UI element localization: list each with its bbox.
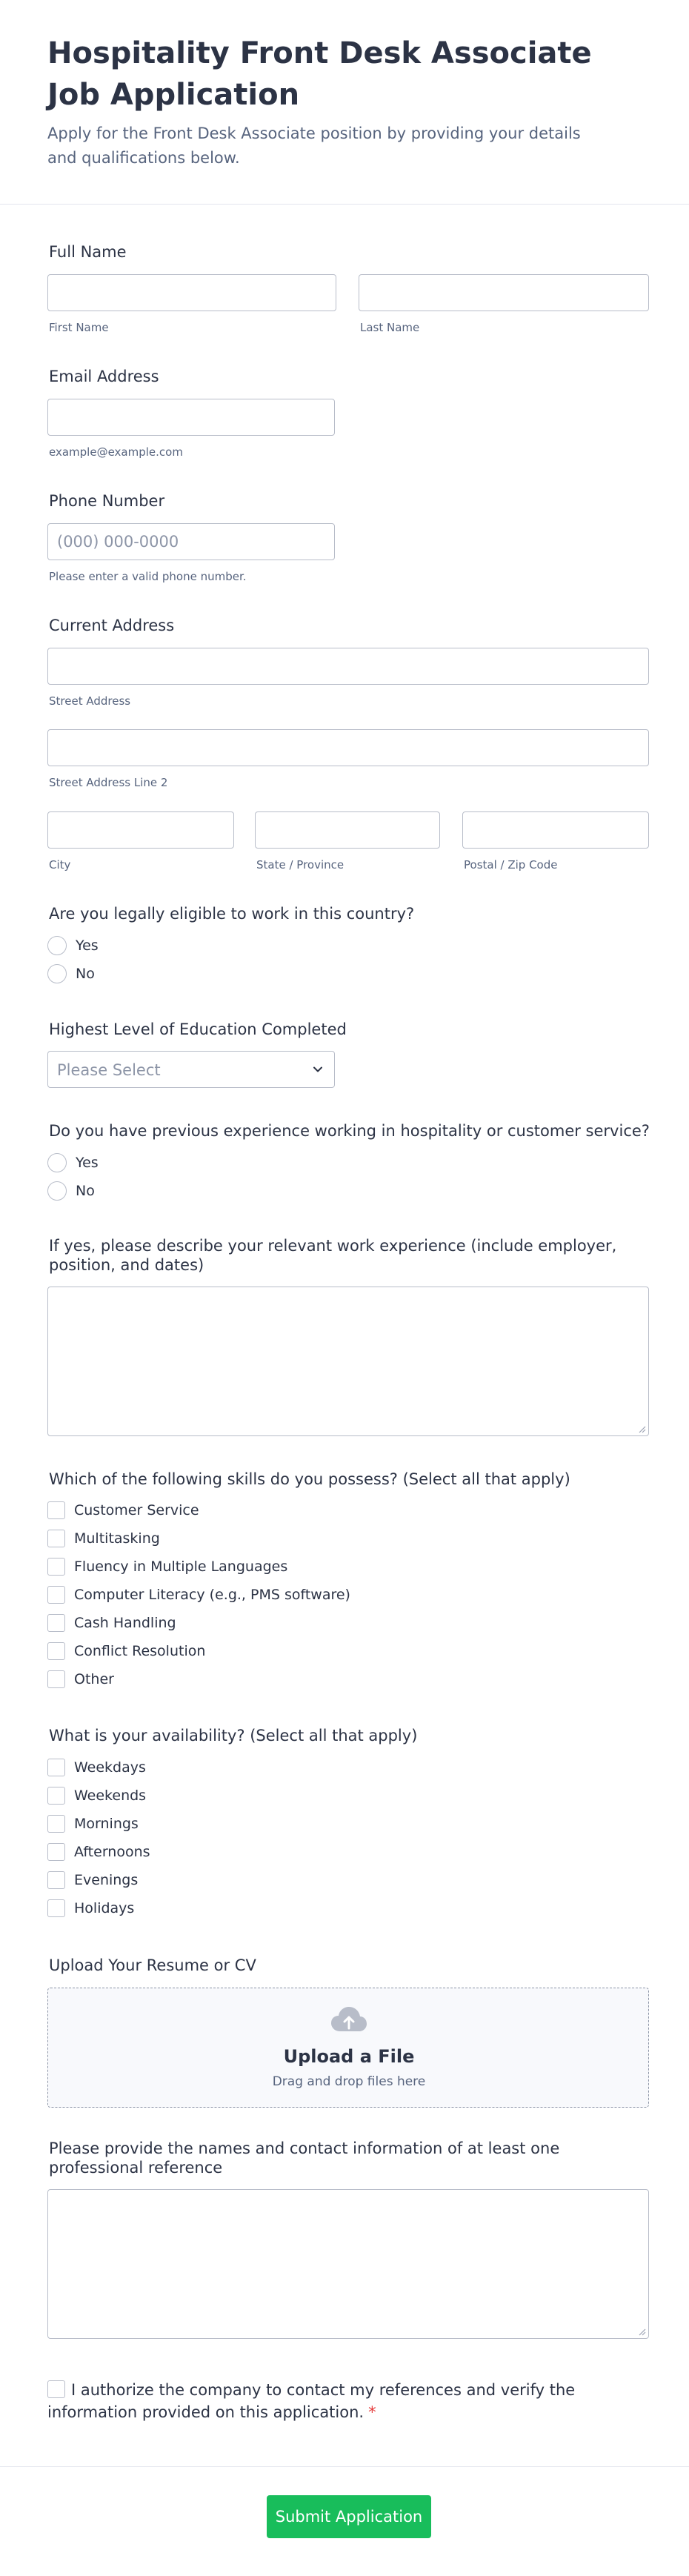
form-header — [0, 0, 689, 205]
zip-input[interactable] — [462, 811, 649, 849]
city-input[interactable] — [47, 811, 234, 849]
option-label: No — [76, 966, 95, 982]
skills-label: Which of the following skills do you possess? (Select all that apply) — [49, 1470, 570, 1488]
email-input[interactable] — [47, 399, 335, 436]
authorization-checkbox[interactable] — [47, 2380, 65, 2398]
page-subtitle: Apply for the Front Desk Associate position by providing your details and qualifications below. — [47, 125, 581, 167]
skill-option-computer-literacy[interactable] — [47, 1584, 350, 1605]
option-label: Other — [74, 1671, 114, 1687]
option-label: Yes — [76, 937, 99, 954]
authorization-text: I authorize the company to contact my references and verify the information provided on this application. — [47, 2381, 576, 2421]
form-footer — [0, 2466, 689, 2576]
option-label: Fluency in Multiple Languages — [74, 1558, 288, 1575]
zip-sublabel: Postal / Zip Code — [464, 858, 558, 872]
chevron-down-icon — [310, 1062, 325, 1077]
upload-subtitle: Drag and drop files here — [272, 2074, 426, 2089]
checkbox[interactable] — [47, 1642, 65, 1660]
availability-option-afternoons[interactable] — [47, 1842, 150, 1862]
first-name-sublabel: First Name — [49, 321, 109, 334]
required-marker: * — [368, 2403, 376, 2421]
file-upload-dropzone[interactable] — [47, 1988, 649, 2108]
address-label: Current Address — [49, 617, 175, 634]
upload-label: Upload Your Resume or CV — [49, 1956, 256, 1974]
state-sublabel: State / Province — [256, 858, 344, 872]
upload-title: Upload a File — [283, 2046, 415, 2067]
page-title: Hospitality Front Desk Associate Job Application — [47, 36, 592, 112]
street-address-2-sublabel: Street Address Line 2 — [49, 776, 168, 789]
experience-option-yes[interactable] — [47, 1152, 99, 1173]
email-sublabel: example@example.com — [49, 445, 183, 459]
experience-description-textarea[interactable] — [47, 1287, 649, 1436]
eligibility-option-yes[interactable] — [47, 935, 99, 956]
availability-option-weekends[interactable] — [47, 1785, 146, 1806]
skill-option-customer-service[interactable] — [47, 1500, 199, 1521]
option-label: Cash Handling — [74, 1615, 176, 1631]
option-label: Weekdays — [74, 1759, 146, 1776]
checkbox[interactable] — [47, 1899, 65, 1917]
city-sublabel: City — [49, 858, 71, 872]
last-name-sublabel: Last Name — [360, 321, 420, 334]
checkbox[interactable] — [47, 1843, 65, 1861]
skill-option-multitasking[interactable] — [47, 1528, 160, 1549]
education-select[interactable] — [47, 1051, 335, 1088]
education-label: Highest Level of Education Completed — [49, 1020, 347, 1038]
radio-circle[interactable] — [47, 1181, 67, 1201]
references-label: Please provide the names and contact information of at least one professional reference — [49, 2140, 560, 2177]
cloud-upload-icon — [330, 2005, 368, 2034]
experience-option-no[interactable] — [47, 1181, 95, 1201]
state-input[interactable] — [255, 811, 440, 849]
skill-option-cash-handling[interactable] — [47, 1613, 176, 1633]
availability-option-evenings[interactable] — [47, 1870, 138, 1890]
full-name-label: Full Name — [49, 243, 127, 261]
availability-label: What is your availability? (Select all that apply) — [49, 1727, 418, 1745]
experience-label: Do you have previous experience working in hospitality or customer service? — [49, 1122, 650, 1140]
last-name-input[interactable] — [359, 274, 649, 311]
option-label: No — [76, 1183, 95, 1199]
eligibility-label: Are you legally eligible to work in this country? — [49, 905, 415, 923]
authorization-consent[interactable] — [47, 2379, 610, 2423]
option-label: Customer Service — [74, 1502, 199, 1518]
checkbox[interactable] — [47, 1871, 65, 1889]
availability-option-holidays[interactable] — [47, 1898, 134, 1919]
radio-circle[interactable] — [47, 936, 67, 955]
checkbox[interactable] — [47, 1759, 65, 1776]
checkbox[interactable] — [47, 1586, 65, 1604]
checkbox[interactable] — [47, 1815, 65, 1833]
option-label: Weekends — [74, 1787, 147, 1804]
availability-option-mornings[interactable] — [47, 1813, 139, 1834]
email-label: Email Address — [49, 368, 159, 385]
resize-handle-icon[interactable] — [637, 1424, 646, 1433]
checkbox[interactable] — [47, 1614, 65, 1632]
submit-button[interactable]: Submit Application — [267, 2495, 431, 2538]
option-label: Afternoons — [74, 1844, 150, 1860]
option-label: Yes — [76, 1155, 99, 1171]
checkbox[interactable] — [47, 1670, 65, 1688]
first-name-input[interactable] — [47, 274, 336, 311]
phone-label: Phone Number — [49, 492, 165, 510]
resize-handle-icon[interactable] — [637, 2327, 646, 2336]
skill-option-languages[interactable] — [47, 1556, 287, 1577]
eligibility-option-no[interactable] — [47, 963, 95, 984]
option-label: Multitasking — [74, 1530, 160, 1547]
references-textarea[interactable] — [47, 2189, 649, 2339]
select-placeholder: Please Select — [57, 1061, 161, 1079]
option-label: Computer Literacy (e.g., PMS software) — [74, 1587, 350, 1603]
checkbox[interactable] — [47, 1558, 65, 1576]
street-address-sublabel: Street Address — [49, 694, 131, 708]
radio-circle[interactable] — [47, 1153, 67, 1172]
radio-circle[interactable] — [47, 964, 67, 983]
option-label: Mornings — [74, 1816, 139, 1832]
street-address-2-input[interactable] — [47, 729, 649, 766]
experience-description-label: If yes, please describe your relevant work experience (include employer, position, and dates) — [49, 1237, 617, 1274]
phone-input[interactable] — [47, 523, 335, 560]
checkbox[interactable] — [47, 1787, 65, 1805]
street-address-input[interactable] — [47, 648, 649, 685]
availability-option-weekdays[interactable] — [47, 1757, 146, 1778]
option-label: Conflict Resolution — [74, 1643, 206, 1659]
skill-option-other[interactable] — [47, 1669, 114, 1690]
option-label: Holidays — [74, 1900, 135, 1916]
phone-sublabel: Please enter a valid phone number. — [49, 570, 247, 583]
checkbox[interactable] — [47, 1501, 65, 1519]
checkbox[interactable] — [47, 1530, 65, 1547]
option-label: Evenings — [74, 1872, 139, 1888]
skill-option-conflict-resolution[interactable] — [47, 1641, 205, 1662]
